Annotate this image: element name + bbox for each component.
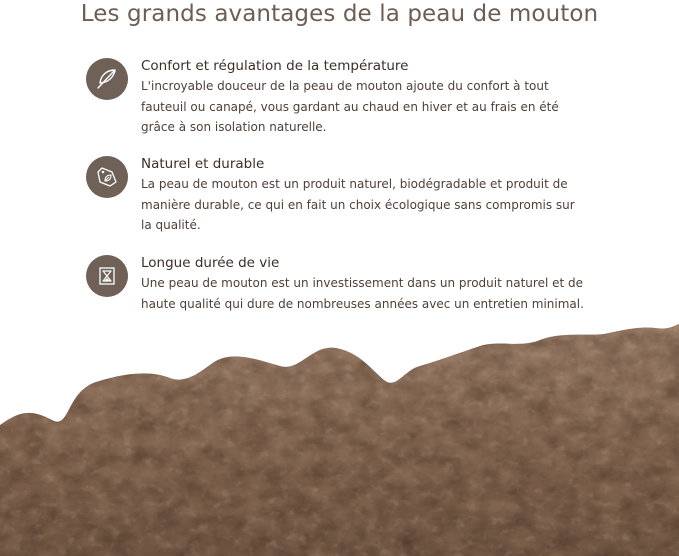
page-title: Les grands avantages de la peau de mouton bbox=[80, 1, 599, 27]
hourglass-icon bbox=[86, 255, 128, 297]
feature-title: Confort et régulation de la température bbox=[141, 58, 409, 74]
feather-icon bbox=[86, 58, 128, 100]
feature-title: Naturel et durable bbox=[141, 156, 265, 172]
feature-description: Une peau de mouton est un investissement dans un produit naturel et de haute qualité qui dure de nombreuses années avec un entretien minimal. bbox=[141, 276, 584, 311]
sheepskin-rug-image bbox=[0, 300, 679, 556]
eco-tag-icon bbox=[86, 156, 128, 198]
feature-description: La peau de mouton est un produit naturel, biodégradable et produit de manière durable, ce qui en fait un choix écologique sans compromis sur la qualité. bbox=[141, 177, 575, 232]
feature-description: L'incroyable douceur de la peau de mouton ajoute du confort à tout fauteuil ou canapé, vous gardant au chaud en hiver et au frais en été grâce à son isolation naturelle. bbox=[141, 79, 559, 134]
feature-title: Longue durée de vie bbox=[141, 255, 280, 271]
